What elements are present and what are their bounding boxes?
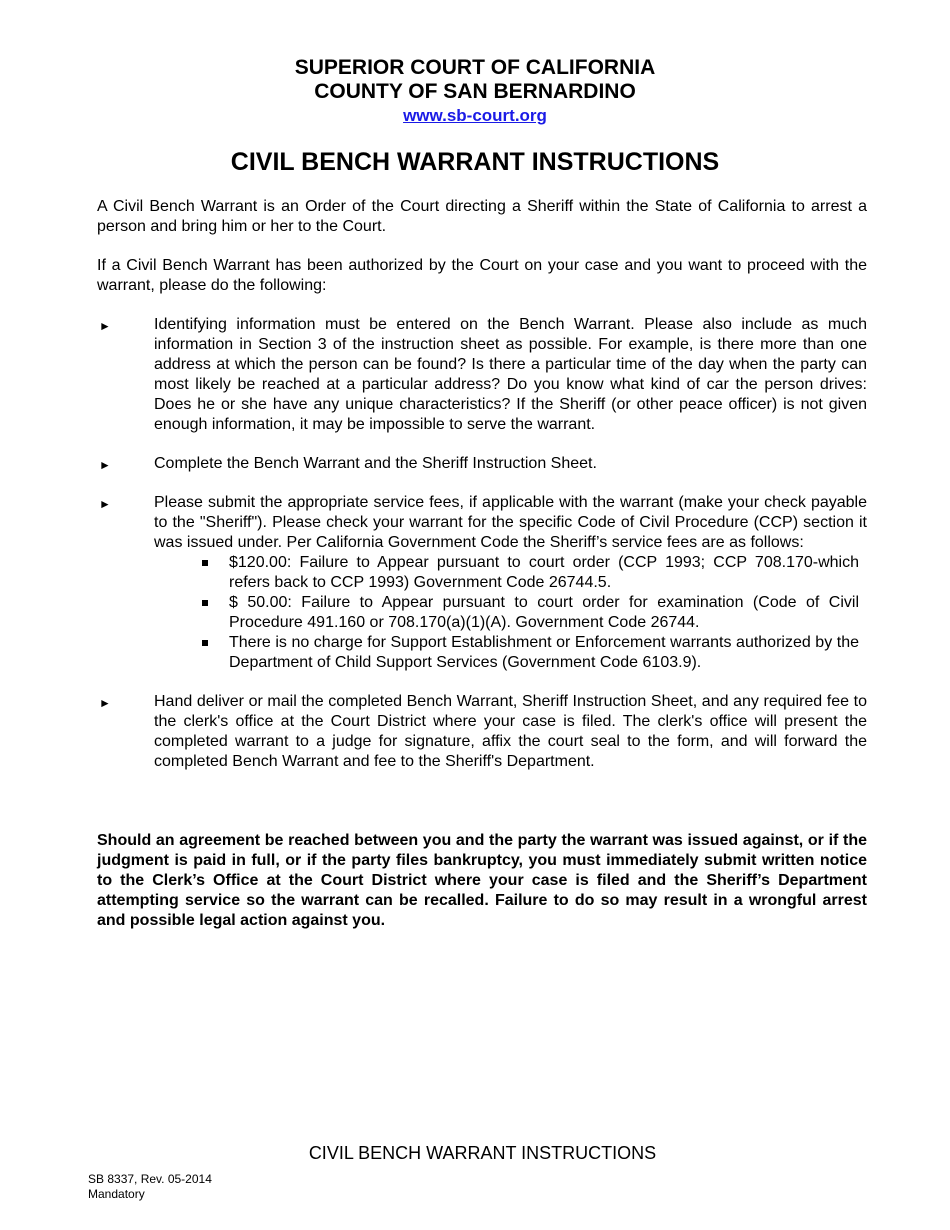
fee-item xyxy=(154,633,867,673)
footer-title: CIVIL BENCH WARRANT INSTRUCTIONS xyxy=(308,1143,657,1163)
fee-item xyxy=(154,593,867,633)
fee-text: $ 50.00: Failure to Appear pursuant to court order for examination (Code of Civil Procedure 491.160 or 708.170(a)(1)(A). Government Code 26744. xyxy=(229,594,859,631)
document-body xyxy=(97,197,867,947)
fee-text: There is no charge for Support Establishment or Enforcement warrants authorized by the Department of Child Support Services (Government Code 6103.9). xyxy=(229,634,859,671)
step-text: Hand deliver or mail the completed Bench Warrant, Sheriff Instruction Sheet, and any required fee to the clerk's office at the Court District where your case is filed. The clerk's office will present the completed warrant to a judge for signature, affix the court seal to the form, and will forward the completed Bench Warrant and fee to the Sheriff's Department. xyxy=(154,693,867,770)
court-website-link[interactable]: www.sb-court.org xyxy=(403,106,547,125)
step-item xyxy=(97,692,867,772)
recall-notice: Should an agreement be reached between you and the party the warrant was issued against, or if the judgment is paid in full, or if the party files bankruptcy, you must immediately submit written notice to the Clerk’s Office at the Court District where your case is filed and the Sheriff’s Department attempting service so the warrant can be recalled. Failure to do so may result in a wrongful arrest and possible legal action against you. xyxy=(97,832,867,929)
form-identifier xyxy=(88,1172,212,1202)
arrow-bullet-icon: ► xyxy=(99,458,111,472)
square-bullet-icon xyxy=(202,640,208,646)
step-text: Complete the Bench Warrant and the Sheriff Instruction Sheet. xyxy=(154,455,597,472)
court-header xyxy=(0,56,950,127)
arrow-bullet-icon: ► xyxy=(99,696,111,710)
step-item xyxy=(97,315,867,435)
arrow-bullet-icon: ► xyxy=(99,319,111,333)
square-bullet-icon xyxy=(202,560,208,566)
square-bullet-icon xyxy=(202,600,208,606)
document-title: CIVIL BENCH WARRANT INSTRUCTIONS xyxy=(230,148,720,176)
intro-paragraph: A Civil Bench Warrant is an Order of the Court directing a Sheriff within the State of California to arrest a person and bring him or her to the Court. xyxy=(97,198,867,235)
step-item xyxy=(97,493,867,673)
court-name: SUPERIOR COURT OF CALIFORNIA xyxy=(294,56,656,79)
fee-text: $120.00: Failure to Appear pursuant to court order (CCP 1993; CCP 708.170-which refers back to CCP 1993) Government Code 26744.5. xyxy=(229,554,859,591)
county-name: COUNTY OF SAN BERNARDINO xyxy=(314,80,636,103)
instructions-lead-paragraph: If a Civil Bench Warrant has been authorized by the Court on your case and you want to proceed with the warrant, please do the following: xyxy=(97,257,867,294)
step-text: Identifying information must be entered on the Bench Warrant. Please also include as much information in Section 3 of the instruction sheet as possible. For example, is there more than one address at which the person can be found? Is there a particular time of the day when the party can most likely be reached at a particular address? Do you know what kind of car the person drives: Does he or she have any unique characteristics? If the Sheriff (or other peace officer) is not given enough information, it may be impossible to serve the warrant. xyxy=(154,316,867,433)
fee-list xyxy=(154,553,867,673)
step-text: Please submit the appropriate service fees, if applicable with the warrant (make your check payable to the "Sheriff"). Please check your warrant for the specific Code of Civil Procedure (CCP) section it was issued under. Per California Government Code the Sheriff’s service fees are as follows: xyxy=(154,494,867,551)
form-status: Mandatory xyxy=(88,1187,145,1201)
arrow-bullet-icon: ► xyxy=(99,497,111,511)
fee-item xyxy=(154,553,867,593)
form-number: SB 8337, Rev. 05-2014 xyxy=(88,1172,212,1186)
step-item xyxy=(97,454,867,474)
